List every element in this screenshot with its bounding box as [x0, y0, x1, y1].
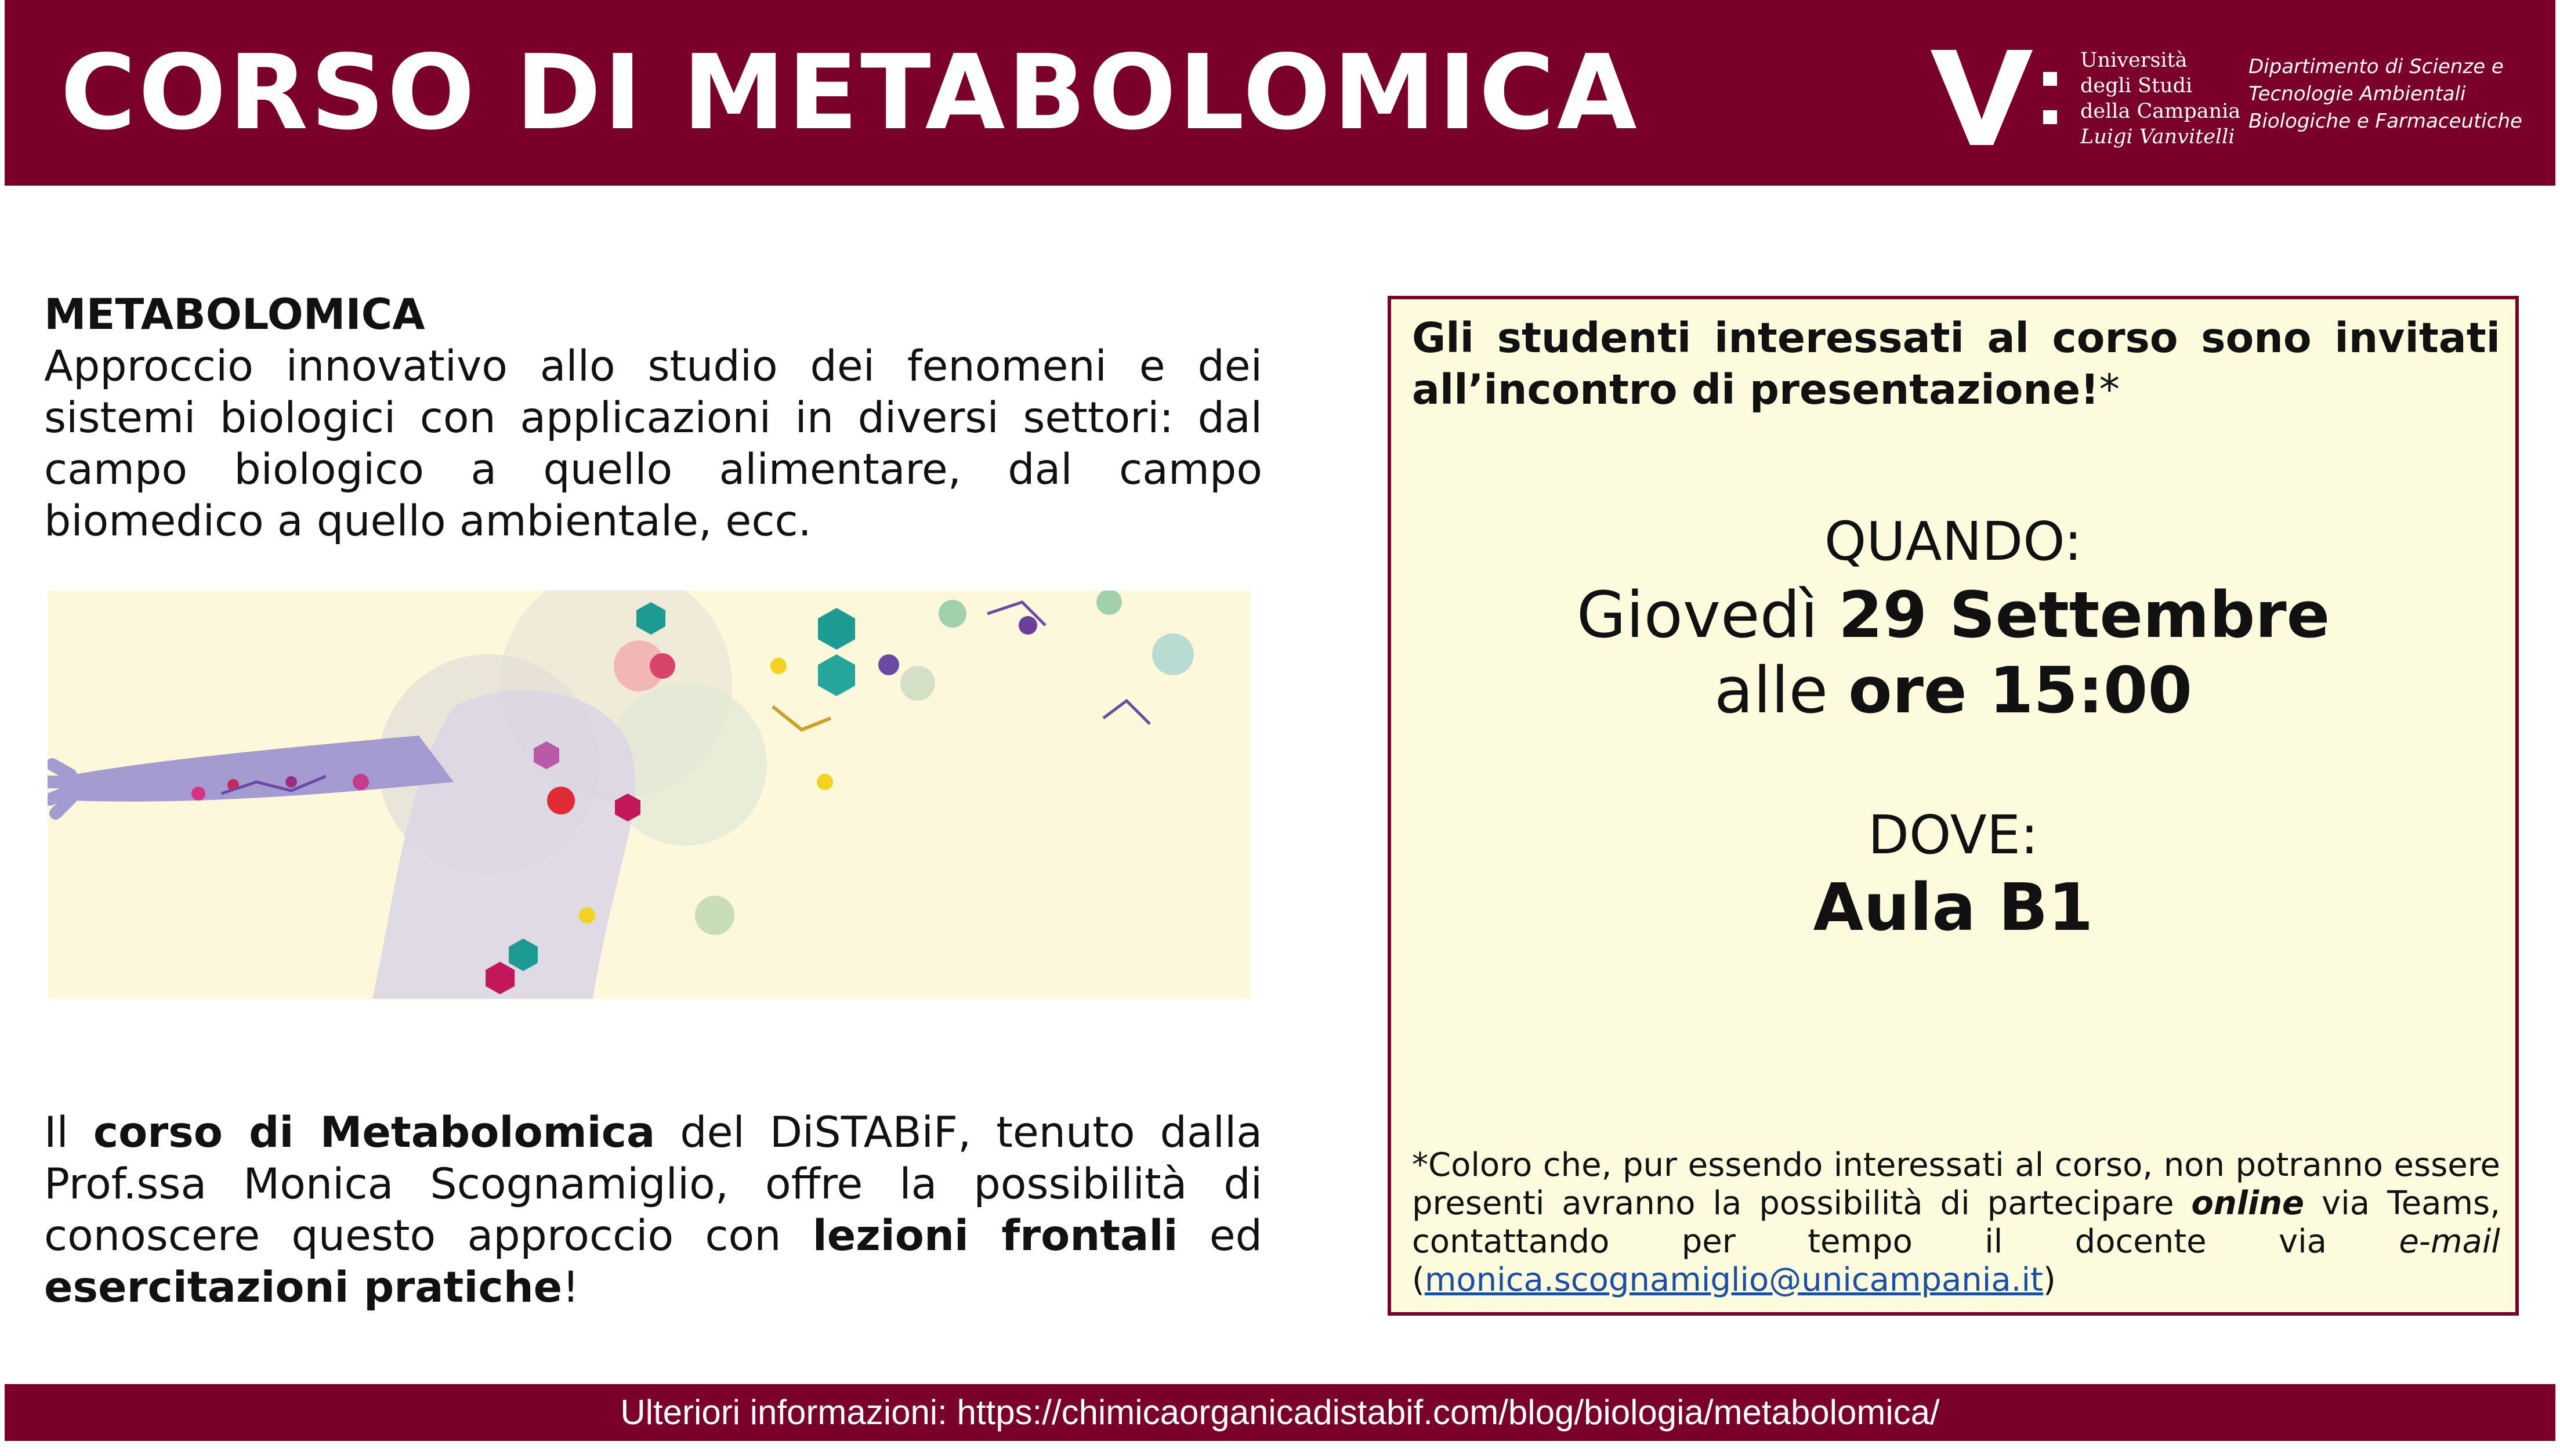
header-bar: [5, 0, 2555, 186]
intro-text: Approccio innovativo allo studio dei fenomeni e dei sistemi biologici con applicazioni in diversi settori: dal campo biologico a quello alimentare, dal campo biomedico a quello ambientale, ecc.: [44, 342, 1262, 546]
university-name: Università degli Studi della Campania Luigi Vanvitelli: [2080, 49, 2241, 149]
metabolomics-illustration: [48, 591, 1251, 999]
event-date: Giovedì 29 Settembre: [1576, 578, 2330, 652]
event-time: alle ore 15:00: [1714, 653, 2193, 727]
course-description: Il corso di Metabolomica del DiSTABiF, tenuto dalla Prof.ssa Monica Scognamiglio, offre la possibilità di conoscere questo approccio con lezioni frontali ed esercitazioni pratiche!: [44, 1108, 1263, 1312]
email-link[interactable]: monica.scognamiglio@unicampania.it: [1424, 1261, 2043, 1299]
footer-bar: [5, 1384, 2555, 1441]
where-label: DOVE:: [1868, 804, 2038, 866]
event-location: Aula B1: [1813, 870, 2094, 946]
page-title: CORSO DI METABOLOMICA: [60, 32, 1639, 153]
invite-text: Gli studenti interessati al corso sono invitati all’incontro di presentazione!*: [1412, 314, 2500, 414]
event-info-box: [1388, 296, 2519, 1316]
intro-heading: METABOLOMICA: [44, 290, 425, 339]
department-name: Dipartimento di Scienze e Tecnologie Ambientali Biologiche e Farmaceutiche: [2248, 55, 2522, 133]
university-logo-icon: [1931, 45, 2065, 150]
online-note: *Coloro che, pur essendo interessati al corso, non potranno essere presenti avranno la possibilità di partecipare online via Teams, contattando per tempo il docente via e-mail (monica.scognamiglio@unicampania.it): [1412, 1146, 2500, 1299]
intro-section: [44, 289, 1262, 547]
when-label: QUANDO:: [1824, 510, 2083, 573]
footer-info-link[interactable]: Ulteriori informazioni: https://chimicaorganicadistabif.com/blog/biologia/metabolomica/: [620, 1393, 1940, 1432]
